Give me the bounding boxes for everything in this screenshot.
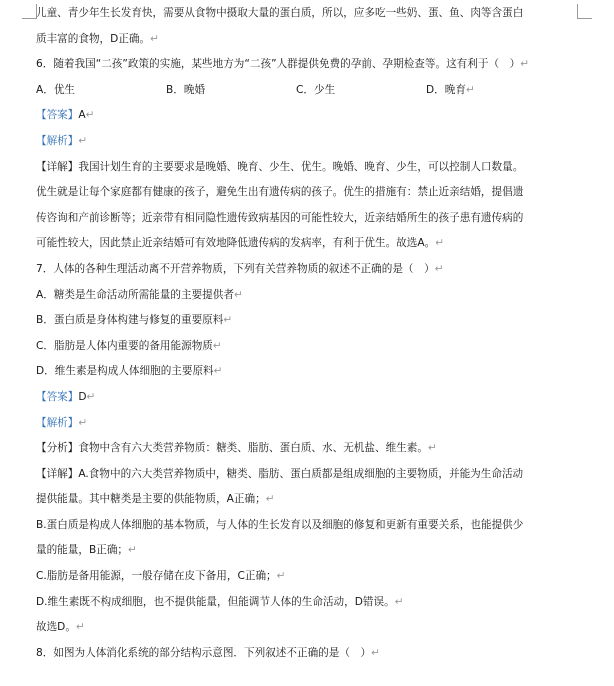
question-6-options bbox=[36, 81, 588, 99]
option-b: B．蛋白质是身体构建与修复的重要原料↵ bbox=[36, 314, 233, 327]
answer-label: 【答案】 bbox=[36, 390, 79, 403]
detail-line: 【详解】我国计划生育的主要要求是晚婚、晚育、少生、优生。晚婚、晚育、少生，可以控制人口数量。 bbox=[36, 160, 524, 173]
paragraph-mark: ↵ bbox=[150, 32, 159, 45]
detail-line: 提供能量。其中糖类是主要的供能物质，A正确；↵ bbox=[36, 493, 275, 506]
detail-line: C.脂肪是备用能源，一般存储在皮下备用，C正确；↵ bbox=[36, 570, 286, 583]
answer-line: 【答案】A↵ bbox=[36, 109, 95, 122]
detail-line: 故选D。↵ bbox=[36, 621, 85, 634]
answer-label: 【答案】 bbox=[36, 109, 79, 122]
option-d: D．晚育↵ bbox=[426, 83, 475, 96]
detail-line: 可能性较大，因此禁止近亲结婚可有效地降低遗传病的发病率，有利于优生。故选A。↵ bbox=[36, 237, 445, 250]
option-a: A．糖类是生命活动所需能量的主要提供者↵ bbox=[36, 288, 243, 301]
option-b: B．晚婚 bbox=[166, 83, 206, 96]
page-corner-top-left bbox=[22, 4, 37, 19]
detail-line: 【详解】A.食物中的六大类营养物质中，糖类、脂肪、蛋白质都是组成细胞的主要物质，并能为生命活动 bbox=[36, 467, 524, 480]
answer-value: A bbox=[78, 109, 86, 122]
detail-line: 量的能量，B正确；↵ bbox=[36, 544, 137, 557]
option-d: D．维生素是构成人体细胞的主要原料↵ bbox=[36, 365, 223, 378]
answer-value: D bbox=[78, 390, 87, 403]
question-6: 6．随着我国“二孩”政策的实施，某些地方为“二孩”人群提供免费的孕前、孕期检查等。这有利于（ ）↵ bbox=[36, 58, 530, 71]
detail-line: B.蛋白质是构成人体细胞的基本物质，与人体的生长发育以及细胞的修复和更新有重要关系，也能提供少 bbox=[36, 518, 524, 531]
analysis-line: 【解析】↵ bbox=[36, 416, 88, 429]
option-a: A．优生 bbox=[36, 83, 76, 96]
text-line: 质丰富的食物，D正确。↵ bbox=[36, 32, 159, 45]
detail-line: 优生就是让每个家庭都有健康的孩子，避免生出有遗传病的孩子。优生的措施有：禁止近亲结婚，提倡遗 bbox=[36, 186, 524, 199]
detail-line: D.维生素既不构成细胞，也不提供能量，但能调节人体的生命活动，D错误。↵ bbox=[36, 595, 404, 608]
option-c: C．少生 bbox=[296, 83, 336, 96]
analysis-label: 【解析】 bbox=[36, 134, 79, 147]
analysis-line: 【解析】↵ bbox=[36, 134, 88, 147]
detail-label: 【详解】 bbox=[36, 467, 79, 480]
analysis-sub-label: 【分析】 bbox=[36, 442, 79, 455]
analysis-text-line: 【分析】食物中含有六大类营养物质：糖类、脂肪、蛋白质、水、无机盐、维生素。↵ bbox=[36, 442, 437, 455]
question-7: 7．人体的各种生理活动离不开营养物质，下列有关营养物质的叙述不正确的是（ ）↵ bbox=[36, 262, 444, 275]
option-c: C．脂肪是人体内重要的备用能源物质↵ bbox=[36, 339, 222, 352]
analysis-label: 【解析】 bbox=[36, 416, 79, 429]
text-line: 儿童、青少年生长发育快，需要从食物中摄取大量的蛋白质，所以，应多吃一些奶、蛋、鱼、肉等含蛋白 bbox=[36, 7, 524, 19]
detail-line: 传咨询和产前诊断等；近亲带有相同隐性遗传致病基因的可能性较大，近亲结婚所生的孩子患有遗传病的 bbox=[36, 211, 524, 224]
question-8: 8．如图为人体消化系统的部分结构示意图．下列叙述不正确的是（ ）↵ bbox=[36, 646, 381, 659]
paragraph-mark: ↵ bbox=[520, 58, 530, 71]
detail-label: 【详解】 bbox=[36, 160, 79, 173]
answer-line: 【答案】D↵ bbox=[36, 390, 96, 403]
document-page bbox=[36, 4, 588, 669]
